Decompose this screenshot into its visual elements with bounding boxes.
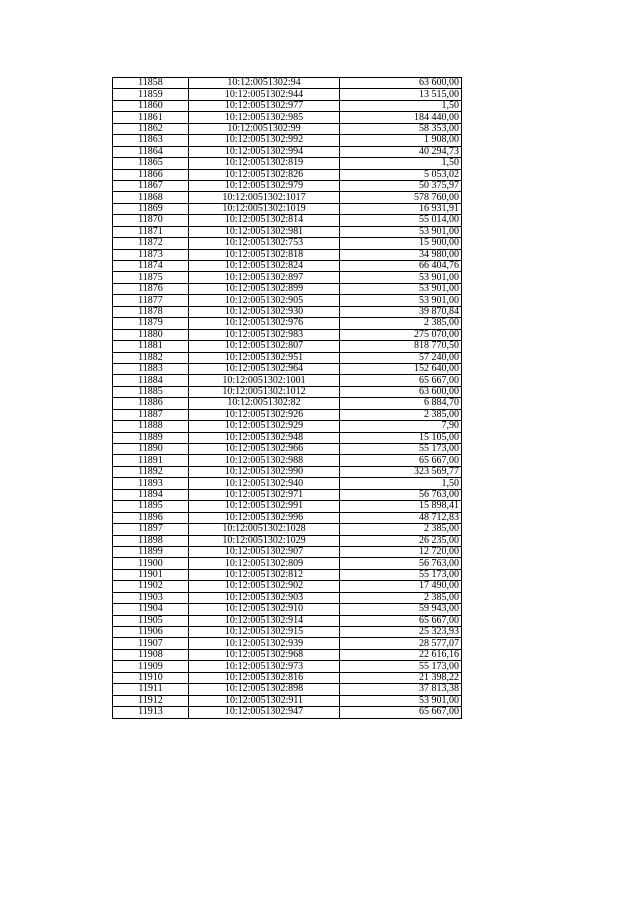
row-number-cell: 11883: [113, 363, 189, 374]
table-row: [113, 535, 462, 546]
table-row: [113, 489, 462, 500]
table-row: [113, 180, 462, 191]
cadastral-number-cell: 10:12:0051302:753: [189, 238, 340, 249]
value-cell: 1 908,00: [340, 135, 462, 146]
row-number-cell: 11885: [113, 386, 189, 397]
row-number-cell: 11873: [113, 249, 189, 260]
row-number-cell: 11860: [113, 100, 189, 111]
cadastral-number-cell: 10:12:0051302:1017: [189, 192, 340, 203]
row-number-cell: 11863: [113, 135, 189, 146]
value-cell: 152 640,00: [340, 363, 462, 374]
row-number-cell: 11910: [113, 672, 189, 683]
table-row: [113, 638, 462, 649]
table-row: [113, 283, 462, 294]
table-row: [113, 398, 462, 409]
cadastral-number-cell: 10:12:0051302:985: [189, 112, 340, 123]
table-row: [113, 569, 462, 580]
row-number-cell: 11869: [113, 203, 189, 214]
value-cell: 2 385,00: [340, 409, 462, 420]
row-number-cell: 11878: [113, 306, 189, 317]
row-number-cell: 11865: [113, 158, 189, 169]
value-cell: 818 770,50: [340, 341, 462, 352]
value-cell: 5 053,02: [340, 169, 462, 180]
value-cell: 21 398,22: [340, 672, 462, 683]
cadastral-number-cell: 10:12:0051302:948: [189, 432, 340, 443]
table-row: [113, 318, 462, 329]
row-number-cell: 11870: [113, 215, 189, 226]
cadastral-number-cell: 10:12:0051302:930: [189, 306, 340, 317]
value-cell: 65 667,00: [340, 455, 462, 466]
cadastral-number-cell: 10:12:0051302:816: [189, 672, 340, 683]
cadastral-number-cell: 10:12:0051302:915: [189, 627, 340, 638]
table-row: [113, 123, 462, 134]
value-cell: 26 235,00: [340, 535, 462, 546]
cadastral-number-cell: 10:12:0051302:1019: [189, 203, 340, 214]
value-cell: 63 600,00: [340, 386, 462, 397]
value-cell: 22 616,16: [340, 649, 462, 660]
table-row: [113, 466, 462, 477]
row-number-cell: 11900: [113, 558, 189, 569]
table-row: [113, 215, 462, 226]
row-number-cell: 11859: [113, 89, 189, 100]
table-row: [113, 249, 462, 260]
row-number-cell: 11879: [113, 318, 189, 329]
value-cell: 53 901,00: [340, 226, 462, 237]
table-row: [113, 112, 462, 123]
row-number-cell: 11886: [113, 398, 189, 409]
value-cell: 15 105,00: [340, 432, 462, 443]
cadastral-number-cell: 10:12:0051302:968: [189, 649, 340, 660]
cadastral-number-cell: 10:12:0051302:905: [189, 295, 340, 306]
cadastral-number-cell: 10:12:0051302:819: [189, 158, 340, 169]
table-row: [113, 421, 462, 432]
row-number-cell: 11902: [113, 581, 189, 592]
table-row: [113, 672, 462, 683]
value-cell: 16 931,91: [340, 203, 462, 214]
cadastral-number-cell: 10:12:0051302:929: [189, 421, 340, 432]
cadastral-number-cell: 10:12:0051302:94: [189, 78, 340, 89]
value-cell: 53 901,00: [340, 272, 462, 283]
table-row: [113, 409, 462, 420]
cadastral-number-cell: 10:12:0051302:897: [189, 272, 340, 283]
cadastral-number-cell: 10:12:0051302:812: [189, 569, 340, 580]
table-row: [113, 295, 462, 306]
row-number-cell: 11867: [113, 180, 189, 191]
cadastral-number-cell: 10:12:0051302:964: [189, 363, 340, 374]
cadastral-number-cell: 10:12:0051302:990: [189, 466, 340, 477]
cadastral-number-cell: 10:12:0051302:82: [189, 398, 340, 409]
cadastral-number-cell: 10:12:0051302:914: [189, 615, 340, 626]
cadastral-number-cell: 10:12:0051302:899: [189, 283, 340, 294]
cadastral-number-cell: 10:12:0051302:944: [189, 89, 340, 100]
value-cell: 1,50: [340, 100, 462, 111]
value-cell: 25 323,93: [340, 627, 462, 638]
cadastral-number-cell: 10:12:0051302:976: [189, 318, 340, 329]
row-number-cell: 11889: [113, 432, 189, 443]
row-number-cell: 11866: [113, 169, 189, 180]
value-cell: 15 898,41: [340, 501, 462, 512]
table-row: [113, 661, 462, 672]
row-number-cell: 11909: [113, 661, 189, 672]
cadastral-number-cell: 10:12:0051302:809: [189, 558, 340, 569]
cadastral-number-cell: 10:12:0051302:1012: [189, 386, 340, 397]
row-number-cell: 11880: [113, 329, 189, 340]
row-number-cell: 11861: [113, 112, 189, 123]
cadastral-number-cell: 10:12:0051302:940: [189, 478, 340, 489]
cadastral-number-cell: 10:12:0051302:826: [189, 169, 340, 180]
value-cell: 59 943,00: [340, 604, 462, 615]
table-row: [113, 558, 462, 569]
table-row: [113, 512, 462, 523]
row-number-cell: 11874: [113, 261, 189, 272]
row-number-cell: 11903: [113, 592, 189, 603]
cadastral-number-cell: 10:12:0051302:907: [189, 546, 340, 557]
table-row: [113, 158, 462, 169]
cadastral-number-cell: 10:12:0051302:951: [189, 352, 340, 363]
value-cell: 55 173,00: [340, 444, 462, 455]
row-number-cell: 11877: [113, 295, 189, 306]
table-row: [113, 444, 462, 455]
row-number-cell: 11893: [113, 478, 189, 489]
row-number-cell: 11907: [113, 638, 189, 649]
value-cell: 17 490,00: [340, 581, 462, 592]
cadastral-number-cell: 10:12:0051302:994: [189, 146, 340, 157]
table-row: [113, 478, 462, 489]
value-cell: 48 712,83: [340, 512, 462, 523]
value-cell: 2 385,00: [340, 318, 462, 329]
table-row: [113, 89, 462, 100]
value-cell: 55 014,00: [340, 215, 462, 226]
table-row: [113, 306, 462, 317]
table-row: [113, 684, 462, 695]
row-number-cell: 11875: [113, 272, 189, 283]
value-cell: 56 763,00: [340, 489, 462, 500]
value-cell: 58 353,00: [340, 123, 462, 134]
value-cell: 13 515,00: [340, 89, 462, 100]
table-row: [113, 329, 462, 340]
value-cell: 7,90: [340, 421, 462, 432]
table-row: [113, 695, 462, 706]
table-row: [113, 386, 462, 397]
value-cell: 65 667,00: [340, 375, 462, 386]
row-number-cell: 11908: [113, 649, 189, 660]
table-row: [113, 203, 462, 214]
row-number-cell: 11871: [113, 226, 189, 237]
value-cell: 6 884,70: [340, 398, 462, 409]
row-number-cell: 11884: [113, 375, 189, 386]
cadastral-number-cell: 10:12:0051302:807: [189, 341, 340, 352]
table-row: [113, 707, 462, 718]
table-row: [113, 100, 462, 111]
cadastral-number-cell: 10:12:0051302:992: [189, 135, 340, 146]
table-row: [113, 261, 462, 272]
value-cell: 53 901,00: [340, 295, 462, 306]
cadastral-number-cell: 10:12:0051302:973: [189, 661, 340, 672]
cadastral-number-cell: 10:12:0051302:991: [189, 501, 340, 512]
row-number-cell: 11858: [113, 78, 189, 89]
table-row: [113, 592, 462, 603]
table-row: [113, 375, 462, 386]
value-cell: 53 901,00: [340, 283, 462, 294]
table-row: [113, 226, 462, 237]
cadastral-number-cell: 10:12:0051302:99: [189, 123, 340, 134]
table-row: [113, 432, 462, 443]
row-number-cell: 11913: [113, 707, 189, 718]
cadastral-number-cell: 10:12:0051302:996: [189, 512, 340, 523]
table-row: [113, 363, 462, 374]
row-number-cell: 11901: [113, 569, 189, 580]
value-cell: 1,50: [340, 158, 462, 169]
row-number-cell: 11868: [113, 192, 189, 203]
table-row: [113, 524, 462, 535]
cadastral-number-cell: 10:12:0051302:947: [189, 707, 340, 718]
table-row: [113, 604, 462, 615]
cadastral-number-cell: 10:12:0051302:939: [189, 638, 340, 649]
row-number-cell: 11898: [113, 535, 189, 546]
value-cell: 34 980,00: [340, 249, 462, 260]
row-number-cell: 11891: [113, 455, 189, 466]
value-cell: 184 440,00: [340, 112, 462, 123]
row-number-cell: 11887: [113, 409, 189, 420]
table-row: [113, 192, 462, 203]
row-number-cell: 11911: [113, 684, 189, 695]
cadastral-number-cell: 10:12:0051302:911: [189, 695, 340, 706]
row-number-cell: 11862: [113, 123, 189, 134]
table-row: [113, 341, 462, 352]
value-cell: 66 404,76: [340, 261, 462, 272]
table-row: [113, 135, 462, 146]
value-cell: 65 667,00: [340, 615, 462, 626]
table-row: [113, 627, 462, 638]
value-cell: 53 901,00: [340, 695, 462, 706]
value-cell: 2 385,00: [340, 592, 462, 603]
value-cell: 57 240,00: [340, 352, 462, 363]
cadastral-number-cell: 10:12:0051302:971: [189, 489, 340, 500]
value-cell: 28 577,07: [340, 638, 462, 649]
value-cell: 12 720,00: [340, 546, 462, 557]
table-row: [113, 615, 462, 626]
value-cell: 50 375,97: [340, 180, 462, 191]
row-number-cell: 11876: [113, 283, 189, 294]
cadastral-number-cell: 10:12:0051302:966: [189, 444, 340, 455]
cadastral-number-cell: 10:12:0051302:1029: [189, 535, 340, 546]
cadastral-number-cell: 10:12:0051302:902: [189, 581, 340, 592]
cadastral-number-cell: 10:12:0051302:1001: [189, 375, 340, 386]
row-number-cell: 11882: [113, 352, 189, 363]
row-number-cell: 11897: [113, 524, 189, 535]
table-row: [113, 649, 462, 660]
table-row: [113, 272, 462, 283]
row-number-cell: 11906: [113, 627, 189, 638]
table-row: [113, 501, 462, 512]
row-number-cell: 11904: [113, 604, 189, 615]
row-number-cell: 11872: [113, 238, 189, 249]
row-number-cell: 11896: [113, 512, 189, 523]
cadastral-number-cell: 10:12:0051302:977: [189, 100, 340, 111]
row-number-cell: 11895: [113, 501, 189, 512]
table-row: [113, 146, 462, 157]
value-cell: 323 569,77: [340, 466, 462, 477]
value-cell: 1,50: [340, 478, 462, 489]
cadastral-number-cell: 10:12:0051302:983: [189, 329, 340, 340]
value-cell: 55 173,00: [340, 569, 462, 580]
cadastral-number-cell: 10:12:0051302:903: [189, 592, 340, 603]
row-number-cell: 11881: [113, 341, 189, 352]
value-cell: 275 070,00: [340, 329, 462, 340]
value-cell: 2 385,00: [340, 524, 462, 535]
cadastral-value-table: [112, 77, 462, 719]
cadastral-number-cell: 10:12:0051302:898: [189, 684, 340, 695]
row-number-cell: 11899: [113, 546, 189, 557]
value-cell: 39 870,84: [340, 306, 462, 317]
row-number-cell: 11912: [113, 695, 189, 706]
row-number-cell: 11894: [113, 489, 189, 500]
value-cell: 40 294,73: [340, 146, 462, 157]
row-number-cell: 11892: [113, 466, 189, 477]
table-row: [113, 238, 462, 249]
cadastral-number-cell: 10:12:0051302:979: [189, 180, 340, 191]
cadastral-number-cell: 10:12:0051302:910: [189, 604, 340, 615]
cadastral-number-cell: 10:12:0051302:1028: [189, 524, 340, 535]
value-cell: 578 760,00: [340, 192, 462, 203]
cadastral-number-cell: 10:12:0051302:818: [189, 249, 340, 260]
value-cell: 15 900,00: [340, 238, 462, 249]
value-cell: 65 667,00: [340, 707, 462, 718]
row-number-cell: 11905: [113, 615, 189, 626]
table-row: [113, 352, 462, 363]
table-row: [113, 581, 462, 592]
cadastral-number-cell: 10:12:0051302:981: [189, 226, 340, 237]
cadastral-number-cell: 10:12:0051302:926: [189, 409, 340, 420]
cadastral-number-cell: 10:12:0051302:814: [189, 215, 340, 226]
value-cell: 55 173,00: [340, 661, 462, 672]
table-row: [113, 546, 462, 557]
table-row: [113, 169, 462, 180]
value-cell: 37 813,38: [340, 684, 462, 695]
row-number-cell: 11888: [113, 421, 189, 432]
value-cell: 63 600,00: [340, 78, 462, 89]
cadastral-number-cell: 10:12:0051302:988: [189, 455, 340, 466]
cadastral-number-cell: 10:12:0051302:824: [189, 261, 340, 272]
table-row: [113, 455, 462, 466]
row-number-cell: 11890: [113, 444, 189, 455]
row-number-cell: 11864: [113, 146, 189, 157]
table-body: [113, 78, 462, 719]
value-cell: 56 763,00: [340, 558, 462, 569]
table-row: [113, 78, 462, 89]
